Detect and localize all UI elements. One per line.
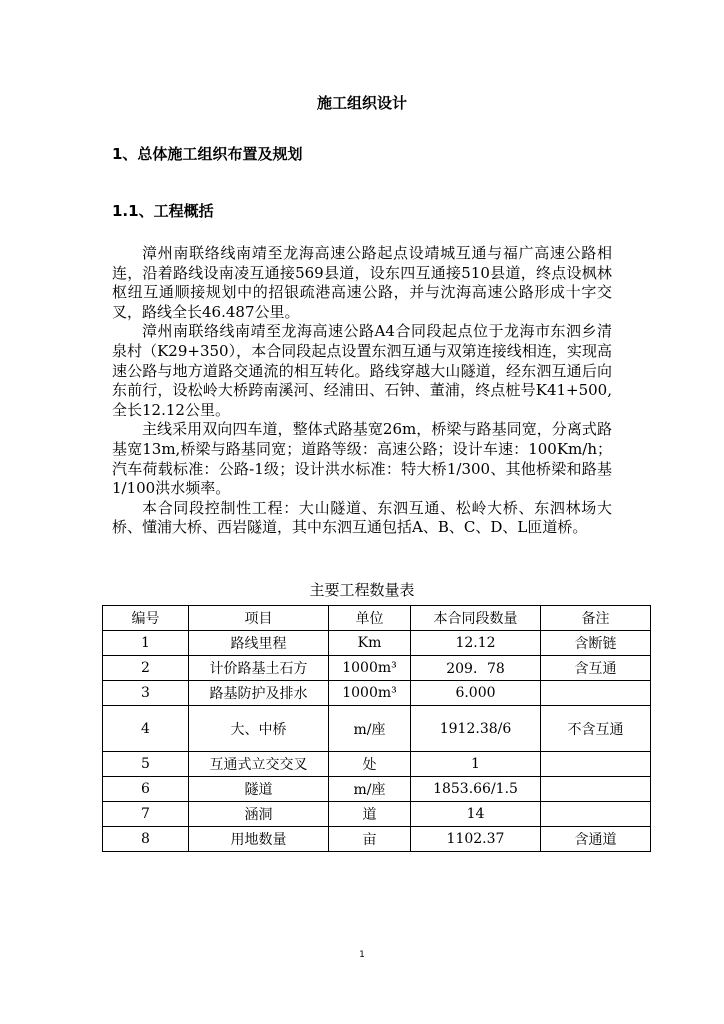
- table-cell: 1000m³: [329, 681, 411, 706]
- table-cell: [541, 802, 651, 827]
- table-row: [103, 631, 651, 656]
- table-caption: 主要工程数量表: [309, 581, 415, 599]
- table-cell: 隧道: [189, 777, 329, 802]
- table-cell: 4: [103, 706, 189, 752]
- table-cell: 处: [329, 752, 411, 777]
- overview-body: [112, 244, 612, 538]
- table-cell: 2: [103, 656, 189, 681]
- table-cell: [541, 752, 651, 777]
- header-cell: 单位: [329, 606, 411, 631]
- table-cell: 计价路基土石方: [189, 656, 329, 681]
- table-cell: 路基防护及排水: [189, 681, 329, 706]
- table-row: [103, 706, 651, 752]
- table-cell: 14: [411, 802, 541, 827]
- table-cell: 互通式立交交叉: [189, 752, 329, 777]
- table-cell: 1: [411, 752, 541, 777]
- table-row: [103, 777, 651, 802]
- table-cell: [541, 777, 651, 802]
- document-title: 施工组织设计: [316, 94, 407, 112]
- table-cell: 1853.66/1.5: [411, 777, 541, 802]
- table-cell: 5: [103, 752, 189, 777]
- table-cell: 大、中桥: [189, 706, 329, 752]
- table-cell: m/座: [329, 777, 411, 802]
- quantity-table: [102, 605, 651, 852]
- paragraph-2: 漳州南联络线南靖至龙海高速公路A4合同段起点位于龙海市东泗乡清泉村（K29+350），本合同段起点设置东泗互通与双第连接线相连，实现高速公路与地方道路交通流的相互转化。路线穿越大山隧道，经东泗互通后向东前行，设松岭大桥跨南溪河、经浦田、石钟、董浦，终点桩号K41+500,全长12.12公里。: [112, 322, 612, 419]
- table-header-row: [103, 606, 651, 631]
- table-cell: 含通道: [541, 827, 651, 852]
- table-cell: 1: [103, 631, 189, 656]
- table-cell: 12.12: [411, 631, 541, 656]
- paragraph-3: 主线采用双向四车道，整体式路基宽26m，桥梁与路基同宽，分离式路基宽13m,桥梁与路基同宽；道路等级：高速公路；设计车速：100Km/h；汽车荷载标准：公路-1级；设计洪水标准：特大桥1/300、其他桥梁和路基1/100洪水频率。: [112, 420, 612, 498]
- table-cell: 涵洞: [189, 802, 329, 827]
- table-cell: Km: [329, 631, 411, 656]
- table-cell: 6.000: [411, 681, 541, 706]
- table-cell: 亩: [329, 827, 411, 852]
- header-cell: 本合同段数量: [411, 606, 541, 631]
- header-cell: 项目: [189, 606, 329, 631]
- table-cell: 1000m³: [329, 656, 411, 681]
- table-row: [103, 656, 651, 681]
- table-cell: 路线里程: [189, 631, 329, 656]
- table-row: [103, 827, 651, 852]
- table-cell: 8: [103, 827, 189, 852]
- table-cell: m/座: [329, 706, 411, 752]
- table-cell: 含断链: [541, 631, 651, 656]
- table-cell: 1102.37: [411, 827, 541, 852]
- table-cell: 209．78: [411, 656, 541, 681]
- table-cell: 3: [103, 681, 189, 706]
- paragraph-4: 本合同段控制性工程：大山隧道、东泗互通、松岭大桥、东泗林场大桥、懂浦大桥、西岩隧道，其中东泗互通包括A、B、C、D、L匝道桥。: [112, 498, 612, 537]
- table-cell: 含互通: [541, 656, 651, 681]
- table-cell: 道: [329, 802, 411, 827]
- table-cell: [541, 681, 651, 706]
- table-cell: 7: [103, 802, 189, 827]
- paragraph-1: 漳州南联络线南靖至龙海高速公路起点设靖城互通与福广高速公路相连，沿着路线设南凌互通接569县道，设东四互通接510县道，终点设枫林枢纽互通顺接规划中的招银疏港高速公路，并与沈海高速公路形成十字交叉，路线全长46.487公里。: [112, 244, 612, 321]
- section-heading-1-1: 1.1、工程概括: [112, 202, 214, 220]
- table-row: [103, 681, 651, 706]
- section-heading-1: 1、总体施工组织布置及规划: [112, 145, 303, 163]
- table-cell: 用地数量: [189, 827, 329, 852]
- header-cell: 备注: [541, 606, 651, 631]
- page-number: 1: [359, 950, 365, 960]
- table-cell: 不含互通: [541, 706, 651, 752]
- table-cell: 6: [103, 777, 189, 802]
- table-row: [103, 752, 651, 777]
- table-cell: 1912.38/6: [411, 706, 541, 752]
- header-cell: 编号: [103, 606, 189, 631]
- table-row: [103, 802, 651, 827]
